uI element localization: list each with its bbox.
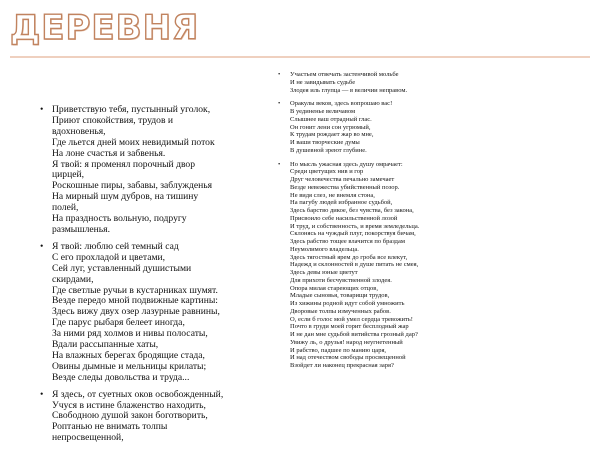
verse-line: На праздность вольную, подругу <box>52 213 187 225</box>
verse-line: Где светлые ручьи в кустарниках шумят. <box>52 284 218 296</box>
verse-line: полей, <box>52 202 79 214</box>
verse-line: Надежд и склонностей в душе питать не смея, <box>290 261 419 269</box>
verse-line: Дворовые толпы измученных рабов. <box>290 307 391 315</box>
verse-line: Почто в груди моей горит бесплодный жар <box>290 323 409 331</box>
verse-line: Здесь девы юные цветут <box>290 269 358 276</box>
verse-line: Он гонит лени сон угрюмый, <box>290 123 371 131</box>
verse-line: Среди цветущих нив и гор <box>290 168 364 176</box>
verse-line: Сей луг, уставленный душистыми <box>52 262 192 274</box>
verse-line: Слышнее ваш отрадный глас. <box>290 115 372 123</box>
verse-line: Везде передо мной подвижные картины: <box>52 295 218 307</box>
verse-line: Для прихоти бесчувственной злодея. <box>290 276 392 284</box>
stanza <box>278 100 594 154</box>
verse-line: На влажных берегах бродящие стада, <box>52 349 205 361</box>
verse-line: Увижу ль, о друзья! народ неугнетенный <box>290 338 403 346</box>
verse-line: К трудам рождает жар во мне, <box>290 131 374 139</box>
verse-line: Склонясь на чуждый плуг, покорствуя бичам, <box>290 230 416 238</box>
verse-line: • Участьем отвечать застенчивой мольбе <box>290 71 399 78</box>
verse-line: • Я твой: люблю сей темный сад <box>52 240 179 252</box>
verse-line: В уединенье величавом <box>290 108 356 115</box>
verse-line: размышленья. <box>52 223 110 235</box>
verse-line: Друг человечества печально замечает <box>290 176 395 183</box>
verse-line: Вдали рассыпанные хаты, <box>52 339 159 351</box>
verse-line: Я твой: я променял порочный двор <box>52 158 196 170</box>
stanza <box>40 390 272 445</box>
verse-line: • Я здесь, от суетных оков освобожденный, <box>52 388 224 400</box>
title-underline <box>10 56 590 58</box>
verse-line: вдохновенья, <box>52 125 106 137</box>
stanza <box>278 71 594 94</box>
verse-line: И ваши творческие думы <box>290 139 360 146</box>
verse-line: Здесь тягостный ярем до гроба все влекут, <box>290 253 408 261</box>
verse-line: Роскошные пиры, забавы, заблужденья <box>52 180 213 192</box>
verse-line: И не завидывать судьбе <box>290 78 356 86</box>
verse-line: О, если б голос мой умел сердца тревожить! <box>290 315 413 323</box>
verse-line: • Оракулы веков, здесь вопрошаю вас! <box>290 100 393 108</box>
verse-line: цирцей, <box>52 169 84 181</box>
left-column <box>40 105 272 450</box>
verse-line: И не дан мне судьбой витийства грозный дар? <box>290 331 418 338</box>
verse-line: За ними ряд холмов и нивы полосаты, <box>52 328 208 340</box>
verse-line: Овины дымные и мельницы крилаты; <box>52 360 207 372</box>
verse-line: • Приветствую тебя, пустынный уголок, <box>52 104 211 115</box>
verse-line: И над отечеством свободы просвещенной <box>290 354 406 362</box>
verse-line: Неумолимого владельца. <box>290 245 359 253</box>
verse-line: Не видя слез, не внемля стона, <box>290 191 375 199</box>
verse-line: Везде невежества убийственный позор. <box>290 183 400 191</box>
stanza <box>40 105 272 236</box>
verse-line: С его прохладой и цветами, <box>52 251 166 263</box>
verse-line: непросвещенной, <box>52 432 124 444</box>
verse-line: И рабство, падшее по манию царя, <box>290 346 387 354</box>
verse-line: Злодея иль глупца — в величии неправом. <box>290 86 408 94</box>
verse-line: • Но мысль ужасная здесь душу омрачает: <box>290 160 403 168</box>
verse-line: Приют спокойствия, трудов и <box>52 114 174 126</box>
verse-line: Здесь барство дикое, без чувства, без закона, <box>290 207 414 214</box>
verse-line: Здесь вижу двух озер лазурные равнины, <box>52 306 220 318</box>
verse-line: Учуся в истине блаженство находить, <box>52 399 206 411</box>
right-column <box>278 71 594 376</box>
verse-line: На лоне счастья и забвенья. <box>52 147 166 159</box>
verse-line: Везде следы довольства и труда... <box>52 371 190 383</box>
verse-line: Где льется дней моих невидимый поток <box>52 136 215 148</box>
verse-line: Из хижины родной идут собой умножить <box>290 300 405 307</box>
verse-line: Здесь рабство тощее влачится по браздам <box>290 238 405 245</box>
verse-line: Опора милая стареющих отцов, <box>290 284 378 292</box>
verse-line: скирдами, <box>52 273 94 285</box>
verse-line: И труд, и собственность, и время земледельца. <box>290 222 420 230</box>
verse-line: Свободною душой закон боготворить, <box>52 410 208 422</box>
verse-line: Где парус рыбаря белеет иногда, <box>52 317 185 329</box>
verse-line: На пагубу людей избранное судьбой, <box>290 199 393 207</box>
page-title: ДЕРЕВНЯ <box>10 8 200 48</box>
verse-line: В душевной зреют глубине. <box>290 146 367 154</box>
verse-line: Младые сыновья, товарищи трудов, <box>290 292 390 300</box>
verse-line: Взойдет ли наконец прекрасная заря? <box>290 362 394 369</box>
verse-line: На мирный шум дубров, на тишину <box>52 191 199 203</box>
stanza <box>278 161 594 370</box>
stanza <box>40 242 272 384</box>
verse-line: Роптанью не внимать толпы <box>52 421 168 433</box>
verse-line: Присвоило себе насильственной лозой <box>290 214 398 222</box>
